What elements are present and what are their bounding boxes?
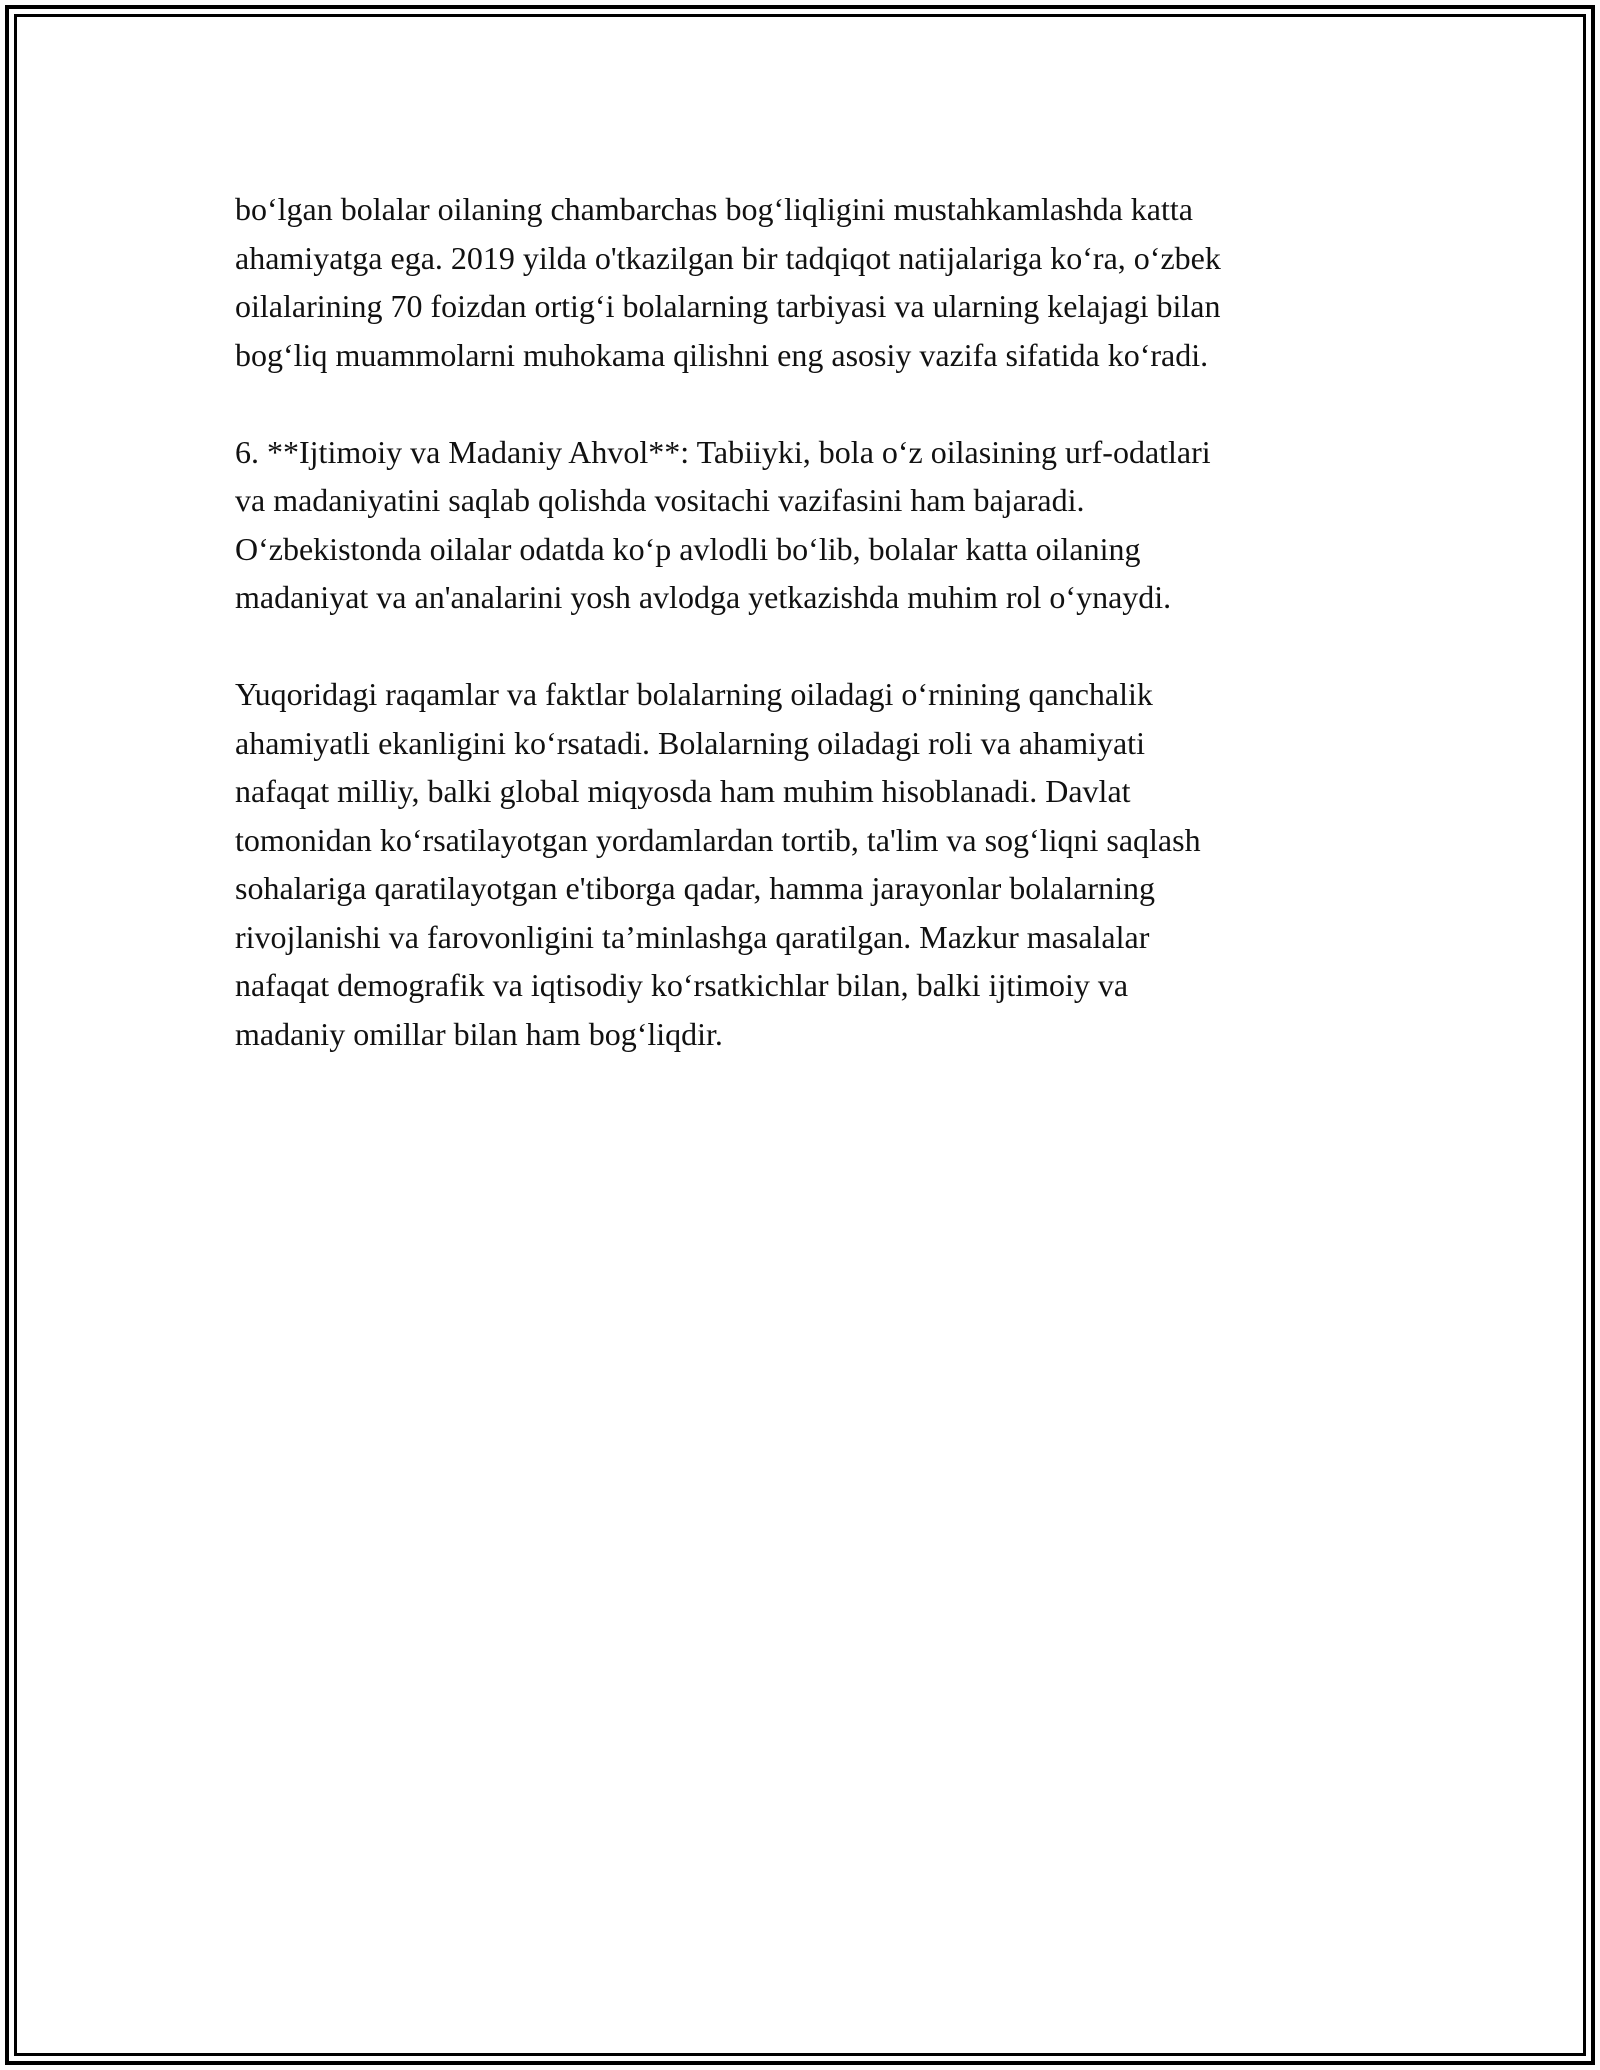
paragraph-social-cultural-status: 6. **Ijtimoiy va Madaniy Ahvol**: Tabiiyki, bola o‘z oilasining urf-odatlari va madaniyatini saqlab qolishda vositachi vazifasini ham bajaradi. O‘zbekistonda oilalar odatda ko‘p avlodli bo‘lib, bolalar katta oilaning madaniyat va an'analarini yosh avlodga yetkazishda muhim rol o‘ynaydi. — [235, 433, 1211, 615]
paragraph-children-family-bond: bo‘lgan bolalar oilaning chambarchas bog‘liqligini mustahkamlashda katta ahamiyatga ega. 2019 yilda o'tkazilgan bir tadqiqot natijalariga ko‘ra, o‘zbek oilalarining 70 foizdan ortig‘i bolalarning tarbiyasi va ularning kelajagi bilan bog‘liq muammolarni muhokama qilishni eng asosiy vazifa sifatida ko‘radi. — [235, 191, 1221, 373]
document-body — [235, 185, 1395, 1058]
paragraph-conclusion: Yuqoridagi raqamlar va faktlar bolalarning oiladagi o‘rnining qanchalik ahamiyatli ekanligini ko‘rsatadi. Bolalarning oiladagi roli va ahamiyati nafaqat milliy, balki global miqyosda ham muhim hisoblanadi. Davlat tomonidan ko‘rsatilayotgan yordamlardan tortib, ta'lim va sog‘liqni saqlash sohalariga qaratilayotgan e'tiborga qadar, hamma jarayonlar bolalarning rivojlanishi va farovonligini ta’minlashga qaratilgan. Mazkur masalalar nafaqat demografik va iqtisodiy ko‘rsatkichlar bilan, balki ijtimoiy va madaniy omillar bilan ham bog‘liqdir. — [235, 676, 1201, 1052]
